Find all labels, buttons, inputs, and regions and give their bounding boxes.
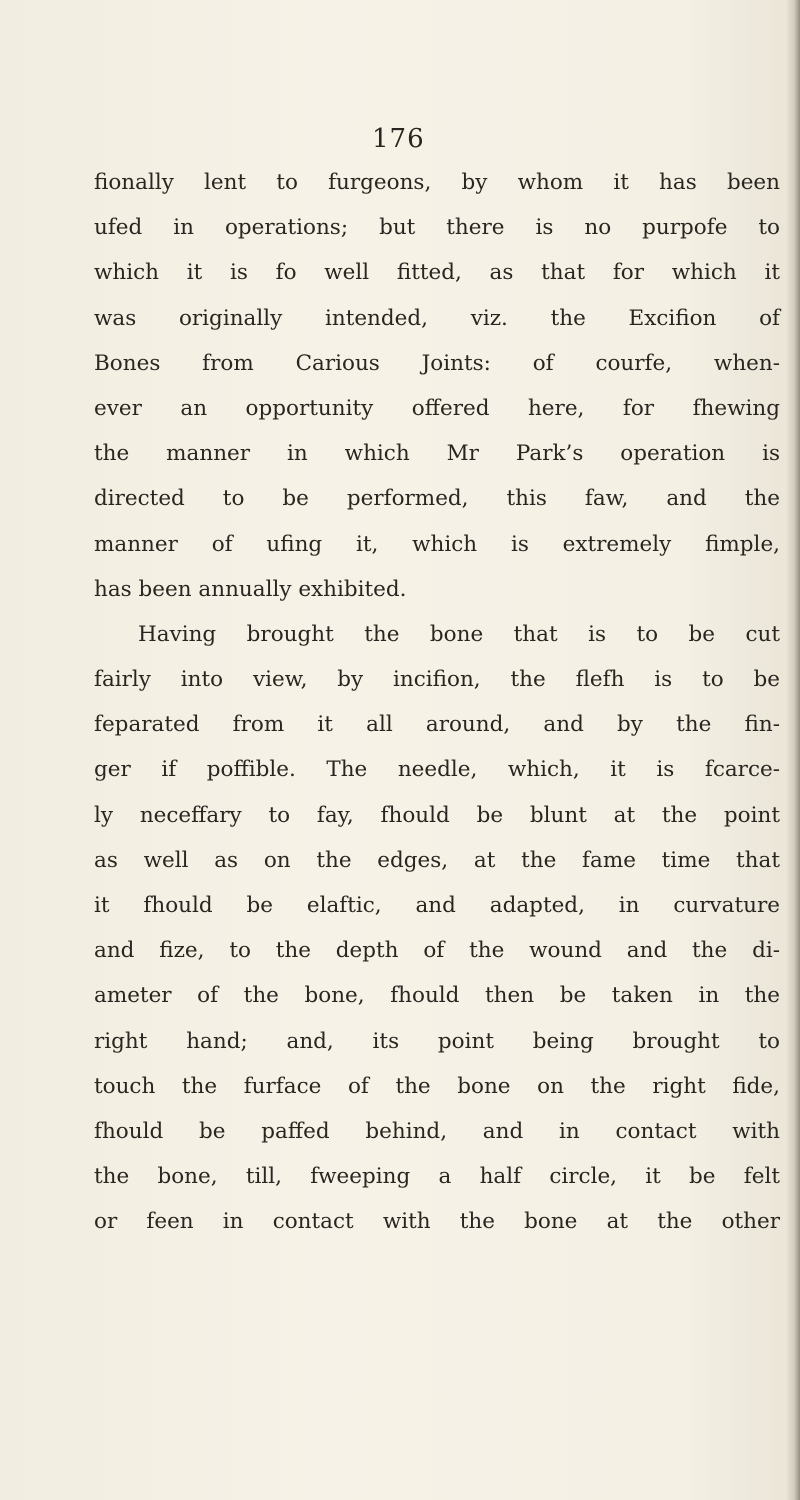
text-line: ly neceffary to fay, fhould be blunt at the point <box>94 802 780 828</box>
text-line: fairly into view, by incifion, the flefh is to be <box>94 667 780 693</box>
text-line: ameter of the bone, fhould then be taken in the <box>94 983 780 1009</box>
text-line: and fize, to the depth of the wound and the di- <box>94 938 780 964</box>
paragraph-start-line: Having brought the bone that is to be cut <box>138 621 780 647</box>
page-number: 176 <box>372 124 425 154</box>
text-line: right hand; and, its point being brought to <box>94 1028 780 1054</box>
text-line: the manner in which Mr Park’s operation is <box>94 441 780 467</box>
text-line: fionally lent to furgeons, by whom it has been <box>94 170 780 195</box>
text-line: or feen in contact with the bone at the other <box>94 1209 780 1235</box>
text-line: ufed in operations; but there is no purpofe to <box>94 215 780 241</box>
text-line: Bones from Carious Joints: of courfe, when- <box>94 350 780 376</box>
text-line: ger if poffible. The needle, which, it is fcarce- <box>94 757 780 783</box>
text-line: manner of ufing it, which is extremely fimple, <box>94 531 780 557</box>
page-edge-shadow <box>786 0 800 1500</box>
text-line: feparated from it all around, and by the fin- <box>94 712 780 738</box>
text-line: it fhould be elaftic, and adapted, in curvature <box>94 893 780 918</box>
text-line: fhould be paffed behind, and in contact with <box>94 1118 780 1144</box>
text-line: touch the furface of the bone on the right fide, <box>94 1073 780 1099</box>
text-line: as well as on the edges, at the fame time that <box>94 847 780 873</box>
text-line: has been annually exhibited. <box>94 576 407 602</box>
text-line: directed to be performed, this faw, and the <box>94 486 780 512</box>
body-text <box>94 160 780 1245</box>
text-line: the bone, till, fweeping a half circle, it be felt <box>94 1164 780 1190</box>
text-line: ever an opportunity offered here, for fhewing <box>94 395 780 421</box>
text-line: which it is fo well fitted, as that for which it <box>94 260 780 286</box>
text-line: was originally intended, viz. the Excifion of <box>94 305 780 331</box>
